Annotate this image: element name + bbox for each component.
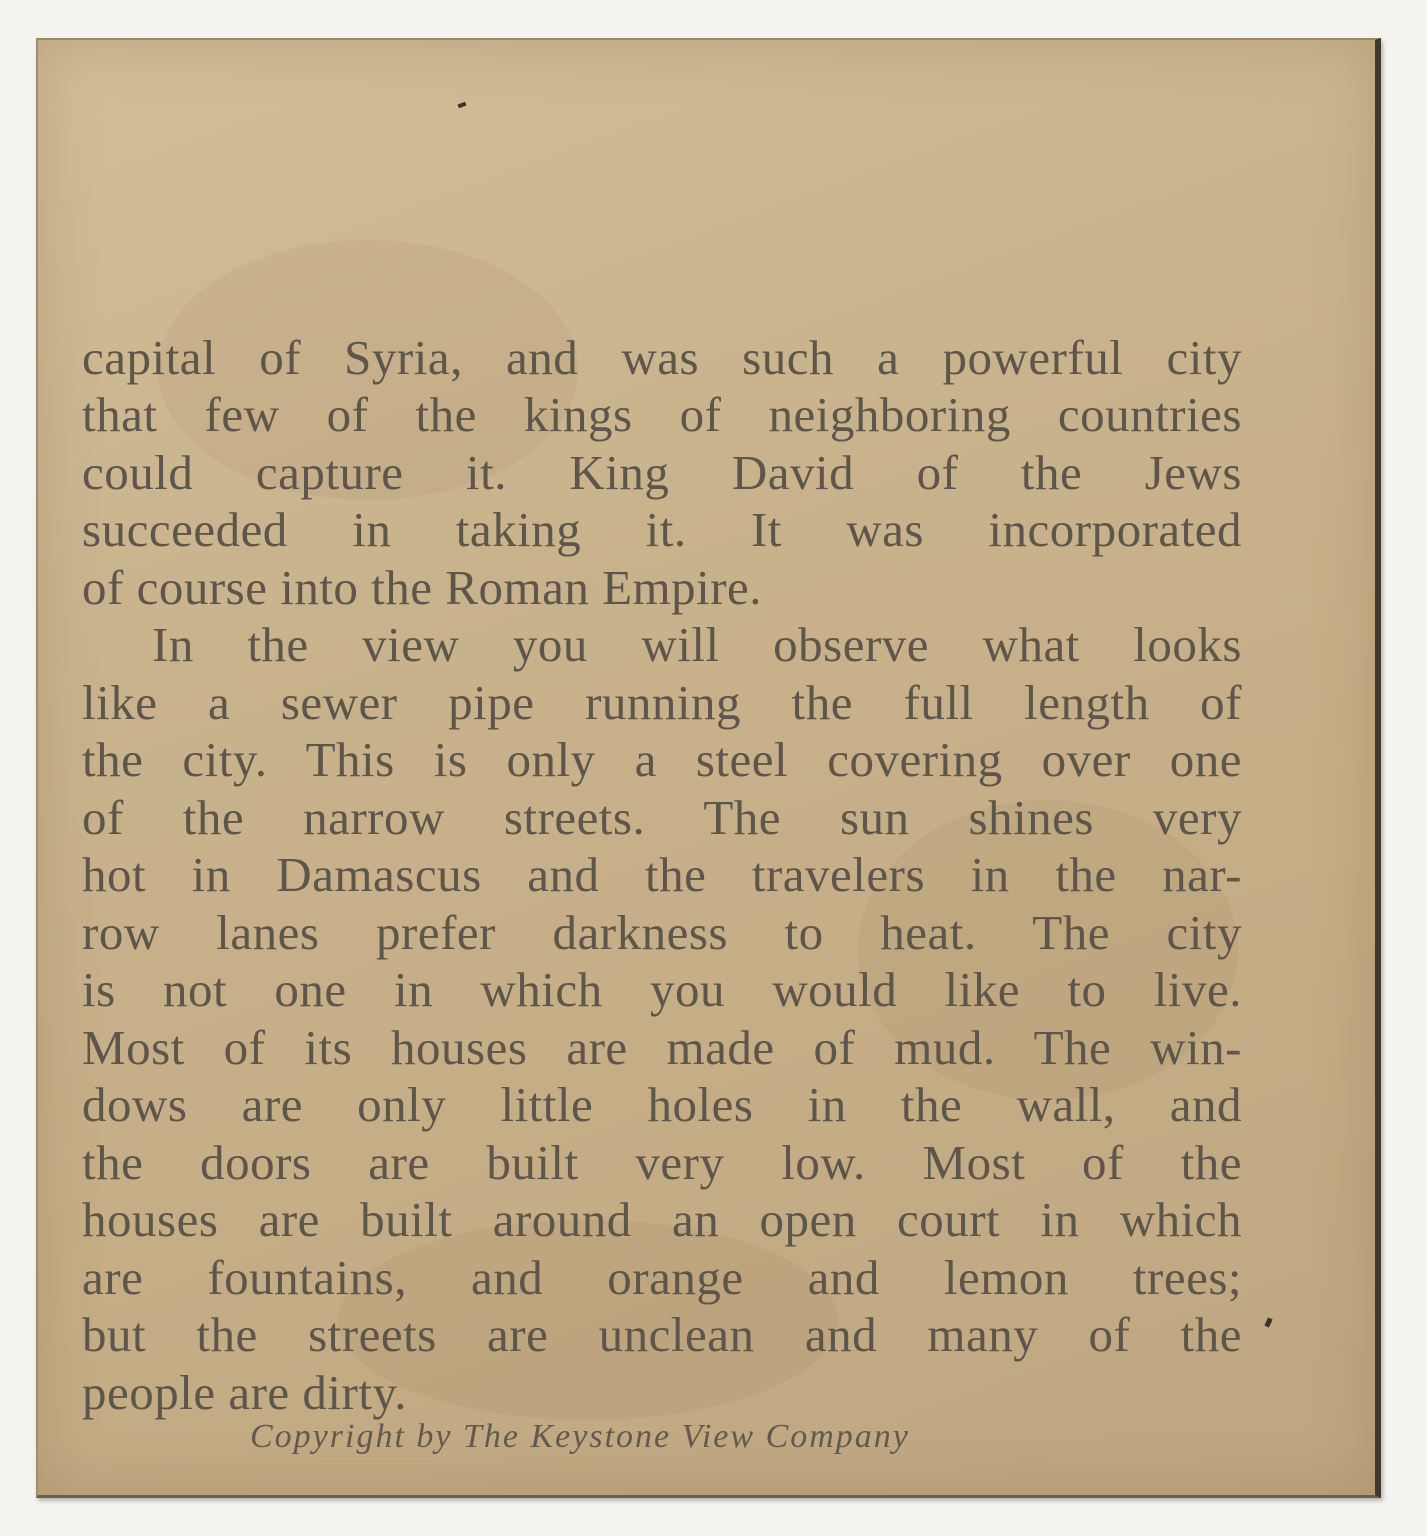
text-line: people are dirty. <box>82 1365 408 1420</box>
text-line: is not one in which you would like to live. <box>82 962 1242 1017</box>
text-line: dows are only little holes in the wall, and <box>82 1077 1242 1132</box>
text-line: of the narrow streets. The sun shines very <box>82 790 1242 845</box>
text-line: the doors are built very low. Most of the <box>82 1135 1242 1190</box>
text-line: like a sewer pipe running the full length of <box>82 675 1242 730</box>
text-line: row lanes prefer darkness to heat. The city <box>82 905 1242 960</box>
text-line: could capture it. King David of the Jews <box>82 445 1242 500</box>
text-line: but the streets are unclean and many of the <box>82 1307 1242 1362</box>
text-line: Most of its houses are made of mud. The win- <box>82 1020 1242 1075</box>
text-line: are fountains, and orange and lemon trees; <box>82 1250 1242 1305</box>
ink-speck <box>1264 1317 1272 1327</box>
copyright-notice: Copyright by The Keystone View Company <box>250 1418 910 1455</box>
text-line: hot in Damascus and the travelers in the nar- <box>82 847 1242 902</box>
text-line: that few of the kings of neighboring countries <box>82 387 1242 442</box>
text-line: succeeded in taking it. It was incorporated <box>82 502 1242 557</box>
text-line: houses are built around an open court in which <box>82 1192 1242 1247</box>
text-line: of course into the Roman Empire. <box>82 560 763 615</box>
text-line: capital of Syria, and was such a powerful city <box>82 330 1242 385</box>
ink-speck <box>458 102 467 108</box>
text-line: the city. This is only a steel covering over one <box>82 732 1242 787</box>
text-line: In the view you will observe what looks <box>152 617 1242 672</box>
